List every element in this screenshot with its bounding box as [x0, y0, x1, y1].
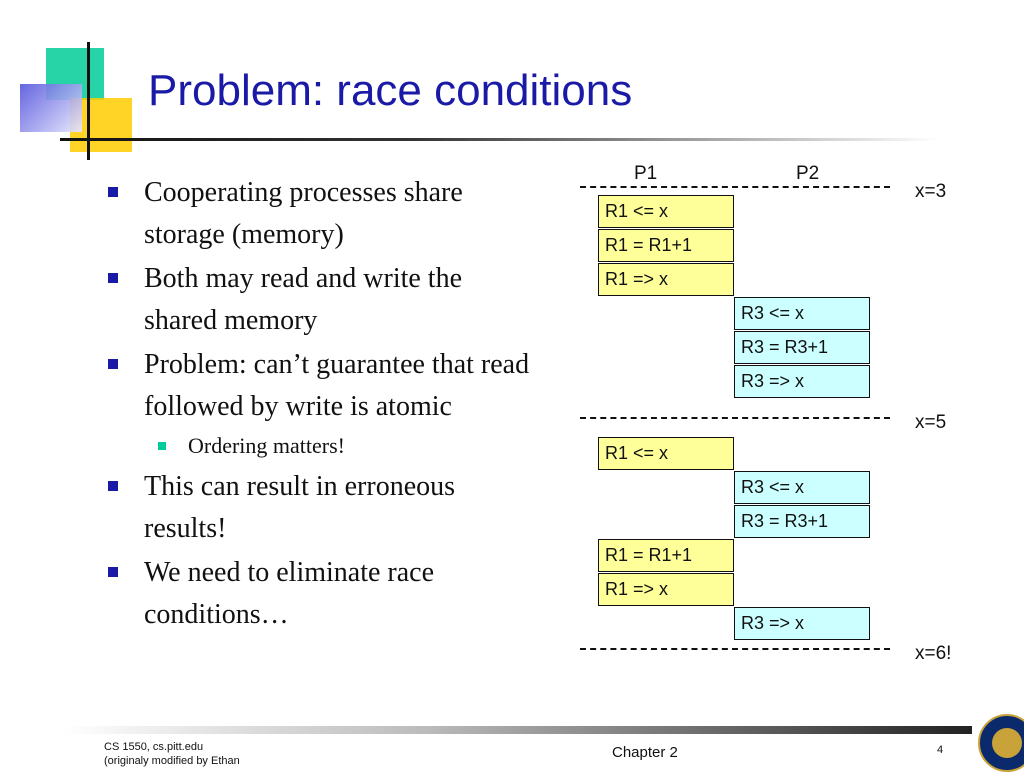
footer-bar: [62, 726, 972, 734]
decor-blue-square: [20, 84, 82, 132]
bullet-text: Both may read and write the shared memory: [144, 263, 463, 336]
process-label-p2: P2: [796, 163, 820, 184]
bullet-text: This can result in erroneous results!: [144, 471, 456, 544]
separator-line: [580, 648, 890, 650]
state-label: x=5: [915, 412, 947, 433]
bullet-text: We need to eliminate race conditions…: [144, 557, 435, 630]
seal-emblem-icon: [992, 728, 1022, 758]
p2-instruction-box: R3 => x: [734, 607, 870, 640]
p2-instruction-box: R3 <= x: [734, 471, 870, 504]
page-number: 4: [937, 744, 944, 756]
bullet-square-icon: [108, 187, 118, 197]
p2-instruction-box: R3 = R3+1: [734, 331, 870, 364]
p1-instruction-box: R1 <= x: [598, 195, 734, 228]
bullet-item: [108, 172, 538, 256]
bullet-square-icon: [108, 359, 118, 369]
decor-vertical-line: [87, 42, 90, 160]
footer-credit: (originaly modified by Ethan: [104, 755, 240, 767]
bullet-list: [108, 172, 538, 638]
slide-title: Problem: race conditions: [148, 66, 633, 115]
title-underline: [60, 138, 940, 141]
bullet-text: Cooperating processes share storage (memory): [144, 177, 463, 250]
bullet-square-icon: [108, 273, 118, 283]
p1-instruction-box: R1 <= x: [598, 437, 734, 470]
state-label: x=6!: [915, 643, 952, 664]
p2-instruction-box: R3 <= x: [734, 297, 870, 330]
bullet-item: [108, 344, 538, 428]
p2-instruction-box: R3 = R3+1: [734, 505, 870, 538]
sub-bullet-text: Ordering matters!: [188, 433, 345, 458]
bullet-item: [108, 552, 538, 636]
p1-instruction-box: R1 => x: [598, 573, 734, 606]
footer-course: CS 1550, cs.pitt.edu: [104, 741, 204, 753]
bullet-text: Problem: can’t guarantee that read followed by write is atomic: [144, 349, 530, 422]
state-label: x=3: [915, 181, 947, 202]
p2-instruction-box: R3 => x: [734, 365, 870, 398]
footer-chapter: Chapter 2: [612, 744, 678, 761]
separator-line: [580, 417, 890, 419]
sub-bullet-square-icon: [158, 442, 166, 450]
separator-line: [580, 186, 890, 188]
bullet-item: [108, 258, 538, 342]
sub-bullet-item: [108, 430, 538, 462]
p1-instruction-box: R1 = R1+1: [598, 539, 734, 572]
footer-left: [104, 740, 240, 768]
bullet-item: [108, 466, 538, 550]
p1-instruction-box: R1 => x: [598, 263, 734, 296]
bullet-square-icon: [108, 567, 118, 577]
p1-instruction-box: R1 = R1+1: [598, 229, 734, 262]
process-label-p1: P1: [634, 163, 658, 184]
bullet-square-icon: [108, 481, 118, 491]
